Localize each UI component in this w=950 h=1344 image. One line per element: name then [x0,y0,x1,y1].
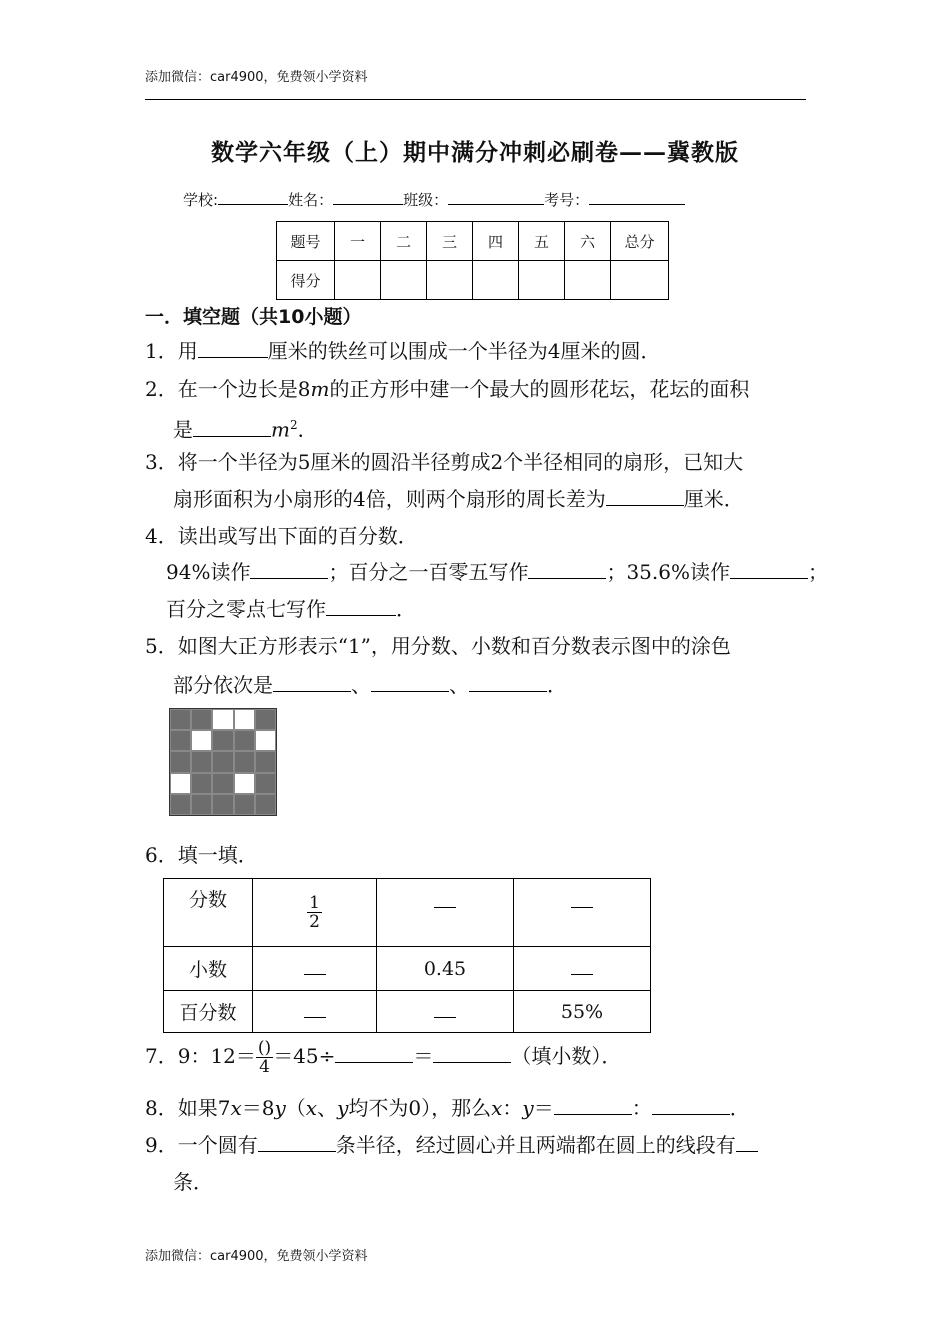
q4-blank-4[interactable] [326,593,396,616]
q8-var-y-2: y [337,1096,349,1120]
q6-value-cell: 0.45 [377,947,514,991]
grid-cell-shaded [212,794,233,815]
grid-cell-blank [234,709,255,730]
question-2 [145,370,749,408]
q6-row-decimal [164,947,651,991]
grid-cell-shaded [170,794,191,815]
question-1 [145,332,660,370]
score-cell[interactable] [565,261,611,300]
grid-cell-blank [212,709,233,730]
question-4-line-2 [166,553,828,591]
grid-cell-shaded [255,709,276,730]
q6-answer-cell[interactable] [514,879,651,947]
school-label: 学校: [183,191,219,209]
q9-text-b: 条半径，经过圆心并且两端都在圆上的线段有 [335,1133,736,1157]
q4-number: 4． [145,524,178,548]
score-cell[interactable] [473,261,519,300]
score-header-cell: 二 [381,222,427,261]
q8-blank-1[interactable] [554,1092,632,1115]
q9-blank-1[interactable] [258,1129,336,1152]
q8-text-e: 均不为0），那么 [348,1096,492,1120]
q9-text-c: 条． [173,1170,213,1194]
q7-fraction-denominator: 4 [259,1057,270,1077]
q8-blank-2[interactable] [652,1092,730,1115]
grid-cell-shaded [234,730,255,751]
exam-no-blank [589,190,685,205]
q7-blank-2[interactable] [433,1040,511,1063]
grid-cell-shaded [170,751,191,772]
class-blank [448,190,544,205]
q7-text-c: ＝ [413,1044,434,1068]
q8-var-x: x [230,1096,242,1120]
q6-answer-cell[interactable] [377,879,514,947]
q3-text-c: 厘米． [683,487,744,511]
student-info-line [183,189,685,210]
score-header-cell: 一 [335,222,381,261]
score-header-cell: 五 [519,222,565,261]
grid-cell-shaded [191,794,212,815]
score-header-cell: 四 [473,222,519,261]
q5-blank-3[interactable] [469,669,547,692]
q6-answer-cell[interactable] [514,947,651,991]
grid-cell-shaded [234,751,255,772]
q4-blank-1[interactable] [250,556,328,579]
q8-var-y: y [274,1096,286,1120]
grid-cell-blank [234,773,255,794]
question-3 [145,443,743,481]
q6-answer-blank [434,895,456,908]
score-header-row [277,222,669,261]
question-8 [145,1089,750,1127]
q2-number: 2． [145,377,178,401]
exam-no-label: 考号： [544,191,590,209]
section-title: 一．填空题（共10小题） [145,306,362,328]
q8-text-g: ＝ [533,1096,554,1120]
q6-row-fraction [164,879,651,947]
grid-cell-blank [191,730,212,751]
q5-blank-1[interactable] [273,669,351,692]
name-label: 姓名： [288,191,334,209]
q6-answer-cell[interactable] [377,991,514,1033]
q6-row-label: 百分数 [164,991,253,1033]
grid-cell-shaded [234,794,255,815]
q5-sep-1: 、 [351,673,371,697]
q6-text-a: 填一填． [177,843,258,867]
q6-row-label: 小数 [164,947,253,991]
question-4 [145,517,418,555]
grid-cell-shaded [255,751,276,772]
q7-number: 7． [145,1044,178,1068]
q2-unit: m [310,377,330,401]
q8-text-b: ＝8 [241,1096,275,1120]
score-table [276,221,669,300]
question-4-line-3 [166,590,416,628]
q7-blank-1[interactable] [335,1040,413,1063]
q1-number: 1． [145,339,178,363]
q6-fraction-denominator: 2 [309,912,320,932]
q2-text-b: 的正方形中建一个最大的圆形花坛，花坛的面积 [329,377,750,401]
class-label: 班级： [403,191,449,209]
q8-var-y-3: y [522,1096,534,1120]
q6-number: 6． [145,843,178,867]
q5-end: ． [547,673,567,697]
grid-cell-shaded [170,730,191,751]
school-blank [218,190,288,205]
q2-text-a: 在一个边长是8 [177,377,311,401]
footer-text: 添加微信：car4900，免费领小学资料 [145,1249,368,1264]
q2-text-c: 是 [173,417,193,442]
question-6 [145,836,258,874]
q6-answer-blank [304,1005,326,1018]
score-cell[interactable] [611,261,669,300]
question-5 [145,627,731,665]
q6-answer-blank [571,962,593,975]
page-title: 数学六年级（上）期中满分冲刺必刷卷——冀教版 [211,139,739,166]
q5-shaded-grid-figure [169,708,277,816]
q5-text-b: 部分依次是 [173,673,273,697]
q5-sep-2: 、 [449,673,469,697]
q4-text-b4: ； [808,560,828,584]
q8-text-h: ： [631,1096,652,1120]
grid-cell-shaded [170,709,191,730]
q8-text-a: 如果7 [177,1096,231,1120]
score-value-row [277,261,669,300]
q6-fraction-cell [253,879,377,947]
question-7 [145,1037,621,1076]
q7-fraction-numerator: () [257,1038,272,1058]
question-9 [145,1126,758,1164]
q7-fraction [256,1039,273,1076]
q3-text-a: 将一个半径为5厘米的圆沿半径剪成2个半径相同的扇形，已知大 [177,450,744,474]
q3-blank[interactable] [606,483,684,506]
grid-cell-shaded [212,730,233,751]
q6-answer-blank [571,895,593,908]
q6-answer-blank [434,1005,456,1018]
question-5-line-2 [145,666,567,704]
q8-end: ． [729,1096,750,1120]
q4-blank-2[interactable] [528,556,606,579]
q8-var-x-3: x [491,1096,503,1120]
grid-cell-blank [255,730,276,751]
q7-text-a: 9：12＝ [177,1044,256,1068]
grid-cell-shaded [212,751,233,772]
q2-end: ． [297,417,318,442]
q1-text-a: 用 [177,339,198,363]
q6-fraction [307,894,322,931]
q3-text-b: 扇形面积为小扇形的4倍，则两个扇形的周长差为 [173,487,606,511]
q7-text-d: （填小数）． [511,1044,622,1068]
q5-text-a: 如图大正方形表示“1”，用分数、小数和百分数表示图中的涂色 [177,634,731,658]
grid-cell-shaded [191,709,212,730]
q1-blank[interactable] [198,335,268,358]
q5-number: 5． [145,634,178,658]
grid-cell-shaded [212,773,233,794]
name-blank [333,190,403,205]
grid-cell-shaded [255,794,276,815]
q6-answer-cell[interactable] [253,991,377,1033]
q8-number: 8． [145,1096,178,1120]
score-cell[interactable] [519,261,565,300]
q2-blank[interactable] [193,414,271,437]
q4-text-c2: ． [396,597,416,621]
q7-text-b: ＝45÷ [273,1044,336,1068]
q5-blank-2[interactable] [371,669,449,692]
grid-cell-shaded [191,751,212,772]
score-cell[interactable] [335,261,381,300]
q4-text-a: 读出或写出下面的百分数． [177,524,418,548]
q4-blank-3[interactable] [730,556,808,579]
q6-row-label: 分数 [164,879,253,947]
q3-number: 3． [145,450,178,474]
q4-text-b2: ；百分之一百零五写作 [328,560,529,584]
score-cell[interactable] [427,261,473,300]
score-header-cell: 六 [565,222,611,261]
q8-text-f: ： [502,1096,523,1120]
q4-text-b1: 94%读作 [166,560,251,584]
q9-number: 9． [145,1133,178,1157]
q9-text-a: 一个圆有 [177,1133,258,1157]
header-rule [145,99,806,100]
q4-text-c1: 百分之零点七写作 [166,597,326,621]
q4-text-b3: ；35.6%读作 [606,560,730,584]
q6-fraction-numerator: 1 [309,893,320,913]
q2-unit-2: m [271,417,290,442]
header-text: 添加微信：car4900，免费领小学资料 [145,70,368,85]
q8-var-x-2: x [305,1096,318,1120]
q6-answer-cell[interactable] [253,947,377,991]
score-header-cell: 总分 [611,222,669,261]
score-header-cell: 题号 [277,222,335,261]
grid-cell-shaded [191,773,212,794]
q6-row-percent [164,991,651,1033]
q8-text-d: 、 [317,1096,338,1120]
question-9-line-2 [145,1163,213,1201]
q9-blank-2[interactable] [736,1129,758,1152]
score-row-label: 得分 [277,261,335,300]
score-cell[interactable] [381,261,427,300]
q6-value-cell: 55% [514,991,651,1033]
question-3-line-2 [145,480,744,518]
q1-text-b: 厘米的铁丝可以围成一个半径为4厘米的圆． [267,339,661,363]
grid-cell-shaded [255,773,276,794]
q6-answer-blank [304,962,326,975]
score-header-cell: 三 [427,222,473,261]
q8-text-c: （ [285,1096,306,1120]
q2-superscript: 2 [289,418,298,432]
q6-table [163,878,651,1033]
grid-cell-blank [170,773,191,794]
